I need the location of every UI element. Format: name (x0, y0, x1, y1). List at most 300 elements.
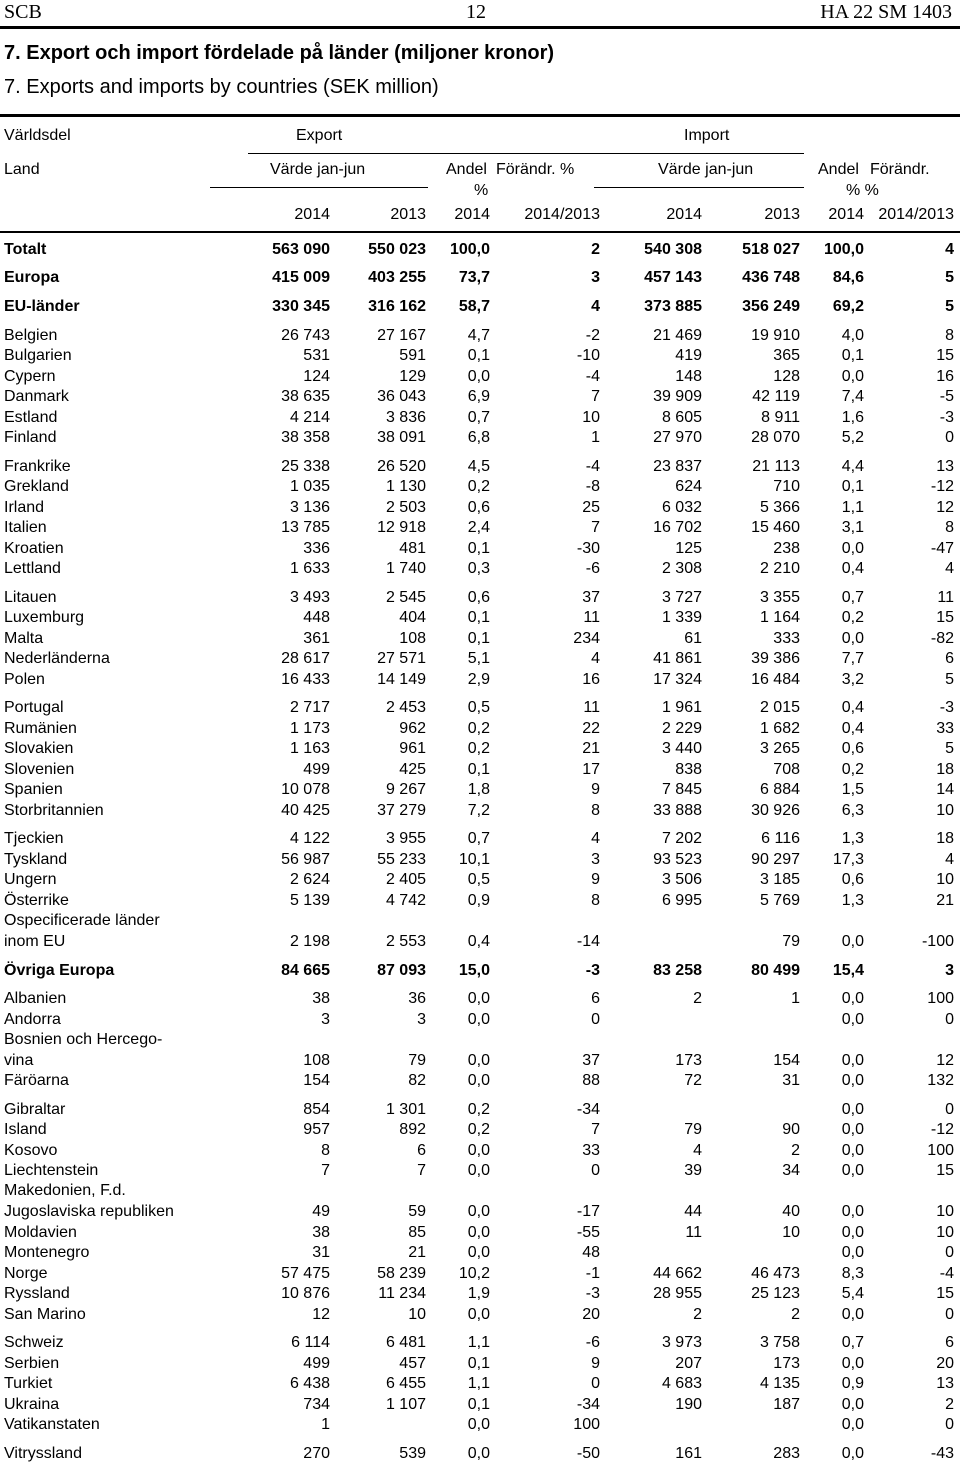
cell-export-andel: 0,0 (467, 1306, 490, 1323)
cell-import-2013: 21 113 (752, 458, 800, 475)
cell-import-change: 0 (945, 429, 954, 446)
row-label: Serbien (4, 1355, 60, 1372)
cell-import-2014: 8 605 (661, 409, 702, 426)
cell-import-change: 4 (945, 560, 954, 577)
cell-export-andel: 4,5 (467, 458, 490, 475)
cell-import-change: 2 (945, 1396, 954, 1413)
row-label: Portugal (4, 699, 64, 716)
cell-import-2013: 3 355 (759, 589, 800, 606)
row-label: Andorra (4, 1011, 61, 1028)
cell-import-2014: 83 258 (653, 962, 702, 979)
cell-import-2014: 44 662 (653, 1265, 702, 1282)
cell-import-andel: 0,0 (841, 1445, 864, 1462)
cell-export-2014: 16 433 (281, 671, 330, 688)
cell-import-2013: 25 123 (751, 1285, 800, 1302)
cell-export-2014: 10 078 (281, 781, 330, 798)
cell-import-change: 0 (945, 1011, 954, 1028)
cell-import-2013: 31 (782, 1072, 800, 1089)
row-label: Europa (4, 269, 60, 286)
cell-export-2013: 2 453 (385, 699, 426, 716)
cell-import-andel: 0,4 (841, 699, 864, 716)
cell-import-change: 6 (945, 1334, 954, 1351)
cell-import-2014: 21 469 (653, 327, 702, 344)
cell-import-2013: 128 (773, 368, 800, 385)
cell-export-change: 4 (591, 830, 600, 847)
header-import-change: 2014/2013 (878, 206, 954, 223)
cell-import-andel: 0,0 (841, 1101, 864, 1118)
cell-export-2014: 957 (303, 1121, 330, 1138)
cell-export-change: 17 (582, 761, 600, 778)
cell-import-change: 5 (945, 298, 954, 315)
cell-import-2013: 40 (782, 1203, 800, 1220)
cell-import-2013: 187 (773, 1396, 800, 1413)
cell-export-2013: 36 (408, 990, 426, 1007)
cell-import-andel: 0,0 (841, 1052, 864, 1069)
cell-import-change: 11 (937, 589, 954, 606)
cell-export-andel: 58,7 (458, 298, 490, 315)
cell-export-2014: 6 438 (289, 1375, 330, 1392)
cell-export-2013: 59 (408, 1203, 426, 1220)
cell-import-andel: 0,0 (841, 630, 864, 647)
cell-import-2014: 457 143 (644, 269, 702, 286)
cell-import-andel: 4,0 (841, 327, 864, 344)
cell-import-2014: 3 440 (661, 740, 702, 757)
cell-import-andel: 0,0 (841, 368, 864, 385)
row-label: Färöarna (4, 1072, 69, 1089)
cell-import-andel: 100,0 (823, 241, 864, 258)
header-import-2014: 2014 (666, 206, 702, 223)
cell-import-andel: 5,2 (841, 429, 864, 446)
header-export-andel: Andel (446, 161, 487, 178)
row-label: Bosnien och Hercego- (4, 1031, 163, 1048)
cell-import-change: -100 (921, 933, 954, 950)
cell-import-change: 10 (936, 871, 954, 888)
cell-export-change: 234 (573, 630, 600, 647)
cell-export-change: 11 (583, 699, 600, 716)
row-label: Jugoslaviska republiken (4, 1203, 174, 1220)
row-label: San Marino (4, 1306, 86, 1323)
cell-import-andel: 0,9 (841, 1375, 864, 1392)
cell-import-2013: 1 164 (759, 609, 800, 626)
cell-export-change: 37 (582, 589, 600, 606)
cell-import-2013: 333 (773, 630, 800, 647)
cell-export-change: 20 (582, 1306, 600, 1323)
cell-import-andel: 1,3 (841, 892, 864, 909)
import-varde-rule (594, 187, 804, 188)
row-label: Malta (4, 630, 44, 647)
header-import-forandr: Förändr. (870, 161, 930, 178)
cell-export-change: -4 (585, 368, 600, 385)
cell-export-change: 2 (591, 241, 600, 258)
cell-export-change: -34 (576, 1101, 600, 1118)
cell-import-2014: 624 (675, 478, 702, 495)
cell-export-andel: 1,1 (467, 1375, 490, 1392)
cell-import-andel: 0,0 (841, 1244, 864, 1261)
header-export-forandr: Förändr. % (496, 161, 575, 178)
cell-import-change: 4 (945, 241, 954, 258)
cell-export-2014: 108 (303, 1052, 330, 1069)
cell-export-andel: 0,5 (467, 699, 490, 716)
cell-export-2013: 6 481 (385, 1334, 426, 1351)
cell-import-2013: 238 (773, 540, 800, 557)
cell-export-andel: 0,4 (467, 933, 490, 950)
cell-export-change: -34 (576, 1396, 600, 1413)
cell-export-2014: 448 (303, 609, 330, 626)
cell-import-andel: 0,7 (841, 589, 864, 606)
cell-export-andel: 0,0 (467, 990, 490, 1007)
cell-import-change: -3 (939, 699, 954, 716)
cell-export-andel: 0,1 (467, 630, 490, 647)
row-label: vina (4, 1052, 34, 1069)
cell-import-change: 13 (936, 1375, 954, 1392)
cell-export-change: 0 (591, 1011, 600, 1028)
cell-export-change: 9 (591, 871, 600, 888)
cell-export-2013: 539 (399, 1445, 426, 1462)
cell-import-2014: 3 506 (661, 871, 702, 888)
row-label: Övriga Europa (4, 962, 115, 979)
cell-import-andel: 3,1 (841, 519, 864, 536)
cell-export-andel: 0,1 (467, 1396, 490, 1413)
cell-export-2014: 4 122 (289, 830, 330, 847)
cell-export-2013: 6 455 (385, 1375, 426, 1392)
cell-export-andel: 0,0 (467, 1072, 490, 1089)
cell-import-2013: 19 910 (751, 327, 800, 344)
cell-export-2013: 4 742 (385, 892, 426, 909)
cell-import-change: -3 (939, 409, 954, 426)
cell-import-change: 8 (945, 327, 954, 344)
cell-import-andel: 0,0 (841, 1355, 864, 1372)
cell-export-2014: 361 (303, 630, 330, 647)
title-swedish: 7. Export och import fördelade på länder (miljoner kronor) (4, 42, 555, 64)
row-label: Kroatien (4, 540, 64, 557)
cell-export-change: -50 (576, 1445, 600, 1462)
cell-import-change: 0 (945, 1244, 954, 1261)
cell-import-2013: 154 (773, 1052, 800, 1069)
cell-export-andel: 0,1 (467, 609, 490, 626)
cell-import-andel: 0,0 (841, 540, 864, 557)
cell-export-change: 1 (591, 429, 600, 446)
cell-export-2013: 27 571 (377, 650, 426, 667)
row-label: Moldavien (4, 1224, 77, 1241)
cell-export-andel: 4,7 (467, 327, 490, 344)
cell-export-2014: 336 (303, 540, 330, 557)
cell-export-2013: 129 (399, 368, 426, 385)
row-label: Polen (4, 671, 45, 688)
header-export-varde: Värde jan-jun (270, 161, 366, 178)
header-export-change: 2014/2013 (524, 206, 600, 223)
cell-import-2013: 42 119 (752, 388, 800, 405)
cell-import-change: 16 (936, 368, 954, 385)
cell-import-change: 20 (936, 1355, 954, 1372)
header-import-2013: 2013 (764, 206, 800, 223)
cell-import-change: 0 (945, 1416, 954, 1433)
cell-export-andel: 0,2 (467, 478, 490, 495)
cell-import-change: 3 (945, 962, 954, 979)
cell-export-andel: 0,1 (467, 347, 490, 364)
cell-export-2014: 56 987 (281, 851, 330, 868)
cell-export-2014: 531 (303, 347, 330, 364)
cell-import-2014: 2 308 (661, 560, 702, 577)
cell-import-andel: 0,0 (841, 1396, 864, 1413)
cell-export-2014: 40 425 (281, 802, 330, 819)
cell-export-2014: 2 624 (289, 871, 330, 888)
cell-export-2014: 499 (303, 1355, 330, 1372)
cell-import-change: 0 (945, 1306, 954, 1323)
cell-import-change: -12 (930, 1121, 954, 1138)
cell-export-2014: 3 136 (289, 499, 330, 516)
cell-import-andel: 8,3 (841, 1265, 864, 1282)
cell-import-2013: 15 460 (751, 519, 800, 536)
cell-import-andel: 15,4 (832, 962, 864, 979)
header-import-andel-2014: 2014 (828, 206, 864, 223)
cell-import-change: 15 (936, 609, 954, 626)
cell-export-2013: 10 (408, 1306, 426, 1323)
row-label: Vitryssland (4, 1445, 82, 1462)
table-header-rule (0, 231, 960, 233)
header-import-andel: Andel (818, 161, 859, 178)
row-label: Slovakien (4, 740, 74, 757)
cell-export-change: -10 (576, 347, 600, 364)
cell-export-2013: 1 107 (385, 1396, 426, 1413)
cell-export-2014: 1 173 (289, 720, 330, 737)
cell-export-2013: 12 918 (377, 519, 426, 536)
cell-export-change: 4 (591, 650, 600, 667)
cell-export-2014: 10 876 (281, 1285, 330, 1302)
cell-import-andel: 1,6 (841, 409, 864, 426)
cell-import-change: 12 (936, 1052, 954, 1069)
export-group-rule (248, 153, 614, 154)
cell-export-2014: 854 (303, 1101, 330, 1118)
cell-import-andel: 0,0 (841, 990, 864, 1007)
cell-export-2014: 38 635 (281, 388, 330, 405)
cell-import-2014: 373 885 (644, 298, 702, 315)
cell-export-2014: 124 (303, 368, 330, 385)
row-label: Albanien (4, 990, 67, 1007)
cell-export-change: 3 (591, 851, 600, 868)
cell-import-andel: 0,1 (841, 347, 864, 364)
cell-export-andel: 73,7 (458, 269, 490, 286)
cell-export-2014: 1 035 (289, 478, 330, 495)
cell-export-change: 48 (582, 1244, 600, 1261)
cell-export-andel: 0,0 (467, 1244, 490, 1261)
cell-export-2013: 2 553 (385, 933, 426, 950)
cell-export-change: 4 (591, 298, 600, 315)
cell-import-2013: 8 911 (761, 409, 800, 426)
cell-import-change: 5 (945, 671, 954, 688)
cell-import-2014: 6 032 (661, 499, 702, 516)
cell-import-andel: 1,3 (841, 830, 864, 847)
cell-export-andel: 0,2 (467, 740, 490, 757)
cell-export-2014: 38 (312, 1224, 330, 1241)
cell-import-2013: 2 (791, 1306, 800, 1323)
cell-export-2013: 38 091 (377, 429, 426, 446)
cell-export-2014: 2 198 (289, 933, 330, 950)
cell-export-2013: 404 (399, 609, 426, 626)
row-label: Belgien (4, 327, 58, 344)
cell-import-2013: 3 758 (759, 1334, 800, 1351)
header-export-2013: 2013 (390, 206, 426, 223)
cell-import-change: -5 (939, 388, 954, 405)
row-label: Luxemburg (4, 609, 85, 626)
cell-export-change: -55 (576, 1224, 600, 1241)
cell-import-change: 10 (936, 802, 954, 819)
header-export-andel-pct: % (474, 182, 489, 199)
cell-export-2013: 85 (408, 1224, 426, 1241)
cell-import-2014: 41 861 (653, 650, 702, 667)
cell-export-change: 21 (582, 740, 600, 757)
row-label: Slovenien (4, 761, 75, 778)
cell-import-2013: 1 (791, 990, 800, 1007)
row-label: inom EU (4, 933, 66, 950)
cell-import-2014: 125 (675, 540, 702, 557)
cell-export-2014: 57 475 (281, 1265, 330, 1282)
cell-export-2013: 55 233 (377, 851, 426, 868)
cell-export-andel: 0,0 (467, 1224, 490, 1241)
row-label: Totalt (4, 241, 47, 258)
cell-import-2013: 4 135 (759, 1375, 800, 1392)
cell-export-change: 3 (591, 269, 600, 286)
cell-export-2013: 7 (417, 1162, 426, 1179)
cell-import-andel: 17,3 (832, 851, 864, 868)
cell-import-2014: 3 727 (661, 589, 702, 606)
cell-import-change: 5 (945, 740, 954, 757)
row-label: Italien (4, 519, 47, 536)
cell-export-2014: 3 493 (289, 589, 330, 606)
cell-import-2013: 708 (773, 761, 800, 778)
cell-export-change: -4 (585, 458, 600, 475)
row-label: Danmark (4, 388, 69, 405)
cell-import-2013: 10 (782, 1224, 800, 1241)
row-label: Tjeckien (4, 830, 64, 847)
cell-import-andel: 0,2 (841, 609, 864, 626)
cell-import-2014: 23 837 (653, 458, 702, 475)
cell-export-2014: 38 (312, 990, 330, 1007)
cell-import-andel: 0,0 (841, 1072, 864, 1089)
cell-export-2014: 28 617 (281, 650, 330, 667)
cell-export-2013: 1 301 (385, 1101, 426, 1118)
row-label: Grekland (4, 478, 69, 495)
row-label: Island (4, 1121, 47, 1138)
cell-export-2014: 84 665 (281, 962, 330, 979)
cell-export-2014: 2 717 (289, 699, 330, 716)
cell-import-andel: 1,5 (841, 781, 864, 798)
row-label: Ospecificerade länder (4, 912, 160, 929)
cell-export-andel: 0,2 (467, 1101, 490, 1118)
cell-import-2013: 283 (773, 1445, 800, 1462)
cell-import-change: 15 (936, 1285, 954, 1302)
cell-export-change: 9 (591, 781, 600, 798)
cell-export-change: -30 (576, 540, 600, 557)
cell-import-2014: 2 229 (661, 720, 702, 737)
cell-import-andel: 69,2 (832, 298, 864, 315)
cell-import-2014: 2 (693, 990, 702, 1007)
header-import: Import (684, 127, 730, 144)
cell-export-2014: 5 139 (289, 892, 330, 909)
cell-import-2014: 1 961 (661, 699, 702, 716)
cell-export-change: 16 (582, 671, 600, 688)
cell-export-2013: 961 (399, 740, 426, 757)
cell-export-change: -6 (585, 560, 600, 577)
cell-import-2013: 90 297 (751, 851, 800, 868)
cell-import-andel: 1,1 (841, 499, 864, 516)
cell-export-2013: 3 955 (385, 830, 426, 847)
cell-export-andel: 10,1 (458, 851, 490, 868)
cell-import-change: 10 (936, 1224, 954, 1241)
cell-export-2014: 7 (321, 1162, 330, 1179)
cell-export-2014: 1 (321, 1416, 330, 1433)
cell-import-2013: 30 926 (751, 802, 800, 819)
cell-import-2013: 80 499 (751, 962, 800, 979)
cell-export-change: -2 (585, 327, 600, 344)
cell-export-andel: 0,1 (467, 761, 490, 778)
row-label: Kosovo (4, 1142, 58, 1159)
row-label: Nederländerna (4, 650, 110, 667)
cell-export-2014: 1 163 (289, 740, 330, 757)
cell-import-change: 5 (945, 269, 954, 286)
cell-export-andel: 1,9 (467, 1285, 490, 1302)
cell-export-change: -14 (576, 933, 600, 950)
cell-export-andel: 6,9 (467, 388, 490, 405)
cell-import-2013: 436 748 (742, 269, 800, 286)
cell-export-change: -3 (585, 1285, 600, 1302)
cell-import-2014: 72 (684, 1072, 702, 1089)
cell-import-2014: 61 (684, 630, 702, 647)
row-label: Ukraina (4, 1396, 60, 1413)
cell-import-andel: 0,0 (841, 1416, 864, 1433)
cell-export-2013: 2 503 (385, 499, 426, 516)
cell-import-andel: 0,0 (841, 1011, 864, 1028)
cell-import-2014: 44 (684, 1203, 702, 1220)
cell-import-2013: 5 366 (759, 499, 800, 516)
cell-export-andel: 0,0 (467, 368, 490, 385)
cell-export-2014: 26 743 (281, 327, 330, 344)
cell-import-2014: 7 845 (661, 781, 702, 798)
cell-import-andel: 0,1 (841, 478, 864, 495)
cell-export-2013: 2 545 (385, 589, 426, 606)
cell-import-2013: 518 027 (742, 241, 800, 258)
header-land: Land (4, 161, 40, 178)
cell-import-andel: 7,7 (841, 650, 864, 667)
cell-export-andel: 0,7 (467, 830, 490, 847)
cell-export-andel: 0,0 (467, 1203, 490, 1220)
cell-export-change: 8 (591, 802, 600, 819)
cell-export-2014: 563 090 (272, 241, 330, 258)
cell-export-change: 8 (591, 892, 600, 909)
cell-import-2014: 173 (675, 1052, 702, 1069)
cell-import-andel: 0,0 (841, 1121, 864, 1138)
cell-import-2014: 33 888 (653, 802, 702, 819)
cell-export-2014: 3 (321, 1011, 330, 1028)
cell-export-change: 100 (573, 1416, 600, 1433)
cell-export-andel: 0,0 (467, 1011, 490, 1028)
cell-import-2014: 4 683 (661, 1375, 702, 1392)
cell-import-2014: 7 202 (661, 830, 702, 847)
cell-export-2013: 21 (408, 1244, 426, 1261)
cell-import-andel: 0,4 (841, 560, 864, 577)
cell-import-change: 0 (945, 1101, 954, 1118)
row-label: Irland (4, 499, 45, 516)
cell-import-change: 13 (936, 458, 954, 475)
row-label: EU-länder (4, 298, 80, 315)
cell-export-andel: 1,8 (467, 781, 490, 798)
cell-export-2013: 3 (417, 1011, 426, 1028)
cell-export-2013: 892 (399, 1121, 426, 1138)
cell-export-change: -3 (585, 962, 600, 979)
cell-import-2014: 39 909 (653, 388, 702, 405)
cell-export-andel: 1,1 (467, 1334, 490, 1351)
cell-export-andel: 10,2 (458, 1265, 490, 1282)
cell-import-2013: 5 769 (759, 892, 800, 909)
